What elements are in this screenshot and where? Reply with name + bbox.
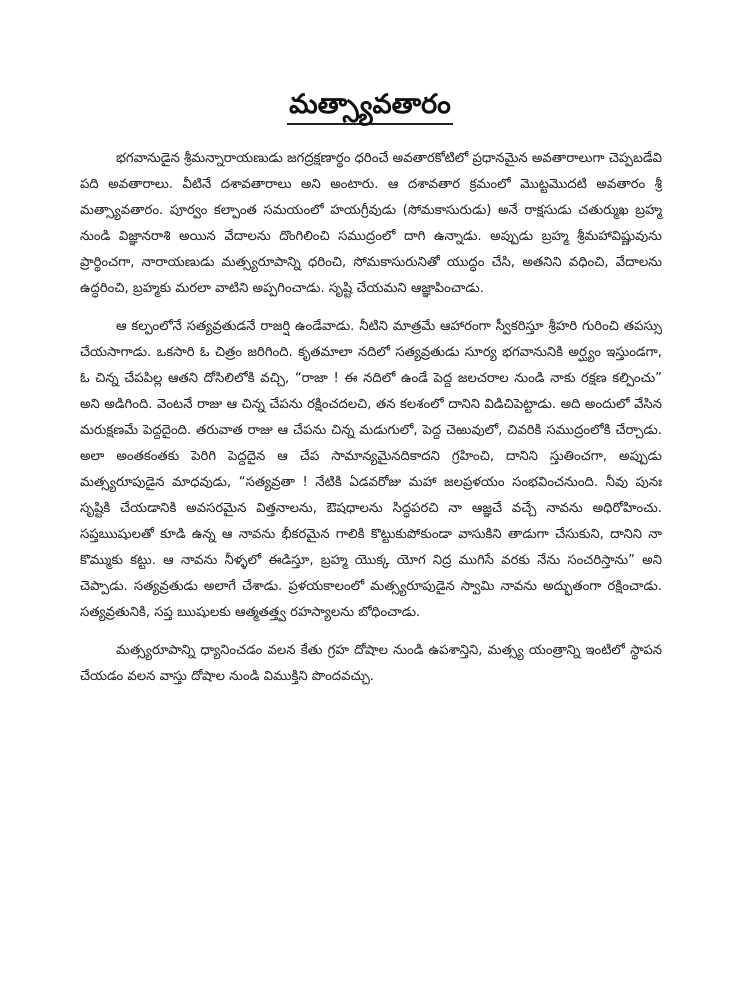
document-title-wrapper	[0, 88, 740, 125]
document-body	[80, 146, 662, 702]
paragraph-benefits: మత్స్యరూపాన్ని ధ్యానించడం వలన కేతు గ్రహ దోషాల నుండి ఉపశాన్తిని, మత్స్య యంత్రాన్ని ఇంటిలో స్థాపన చేయడం వలన వాస్తు దోషాల నుండి విముక్తిని పొందవచ్చు.	[80, 643, 662, 684]
paragraph-satyavrata-story: ఆ కల్పంలోనే సత్యవ్రతుడనే రాజర్షి ఉండేవాడు. నీటిని మాత్రమే ఆహారంగా స్వీకరిస్తూ శ్రీహరి గురించి తపస్సు చేయసాగాడు. ఒకసారి ఓ చిత్రం జరిగింది. కృతమాలా నదిలో సత్యవ్రతుడు సూర్య భగవానునికి అర్ఘ్యం ఇస్తుండగా, ఓ చిన్న చేపపిల్ల ఆతని దోసిలిలోకి వచ్చి, “రాజా ! ఈ నదిలో ఉండే పెద్ద జలచరాల నుండి నాకు రక్షణ కల్పించు” అని అడిగింది. వెంటనే రాజు ఆ చిన్న చేపను రక్షించదలచి, తన కలశంలో దానిని విడిచిపెట్టాడు. అది అందులో వేసిన మరుక్షణమే పెద్దదైంది. తరువాత రాజు ఆ చేపను చిన్న మడుగులో, పెద్ద చెఱువులో, చివరికి సముద్రంలోకి చేర్చాడు. అలా అంతకంతకు పెరిగి పెద్దదైన ఆ చేప సామాన్యమైనదికాదని గ్రహించి, దానిని స్తుతించగా, అప్పుడు మత్స్యరూపుడైన మాధవుడు, “సత్యవ్రతా ! నేటికి ఏడవరోజు మహా జలప్రళయం సంభవించనుంది. నీవు పునః సృష్టికి చేయడానికి అవసరమైన విత్తనాలను, ఔషధాలను సిద్ధపరచి నా ఆజ్ఞచే వచ్చే నావను అధిరోహించు. సప్తఋషులతో కూడి ఉన్న ఆ నావను భీకరమైన గాలికి కొట్టుకుపోకుండా వాసుకిని తాడుగా చేసుకుని, దానిని నా కొమ్ముకు కట్టు. ఆ నావను నీళ్ళలో ఈడిస్తూ, బ్రహ్మ యొక్క యోగ నిద్ర ముగిసే వరకు నేను సంచరిస్తాను” అని చెప్పాడు. సత్యవ్రతుడు అలాగే చేశాడు. ప్రళయకాలంలో మత్స్యరూపుడైన స్వామి నావను అద్భుతంగా రక్షించాడు. సత్యవ్రతునికి, సప్త ఋషులకు ఆత్మతత్త్వ రహస్యాలను బోధించాడు.	[80, 319, 662, 620]
paragraph-intro: భగవానుడైన శ్రీమన్నారాయణుడు జగద్రక్షణార్థం ధరించే అవతారకోటిలో ప్రధానమైన అవతారాలుగా చెప్పబడేవి పది అవతారాలు. వీటినే దశావతారాలు అని అంటారు. ఆ దశావతార క్రమంలో మొట్టమొదటి అవతారం శ్రీ మత్స్యావతారం. పూర్వం కల్పాంత సమయంలో హయగ్రీవుడు (సోమకాసురుడు) అనే రాక్షసుడు చతుర్ముఖ బ్రహ్మ నుండి విజ్ఞానరాశి అయిన వేదాలను దొంగిలించి సముద్రంలో దాగి ఉన్నాడు. అప్పుడు బ్రహ్మ శ్రీమహావిష్ణువును ప్రార్థించగా, నారాయణుడు మత్స్యరూపాన్ని ధరించి, సోమకాసురునితో యుద్ధం చేసి, అతనిని వధించి, వేదాలను ఉద్ధరించి, బ్రహ్మకు మరలా వాటిని అప్పగించాడు. సృష్టి చేయమని ఆజ్ఞాపించాడు.	[80, 151, 663, 296]
document-title: మత్స్యావతారం	[287, 88, 453, 125]
